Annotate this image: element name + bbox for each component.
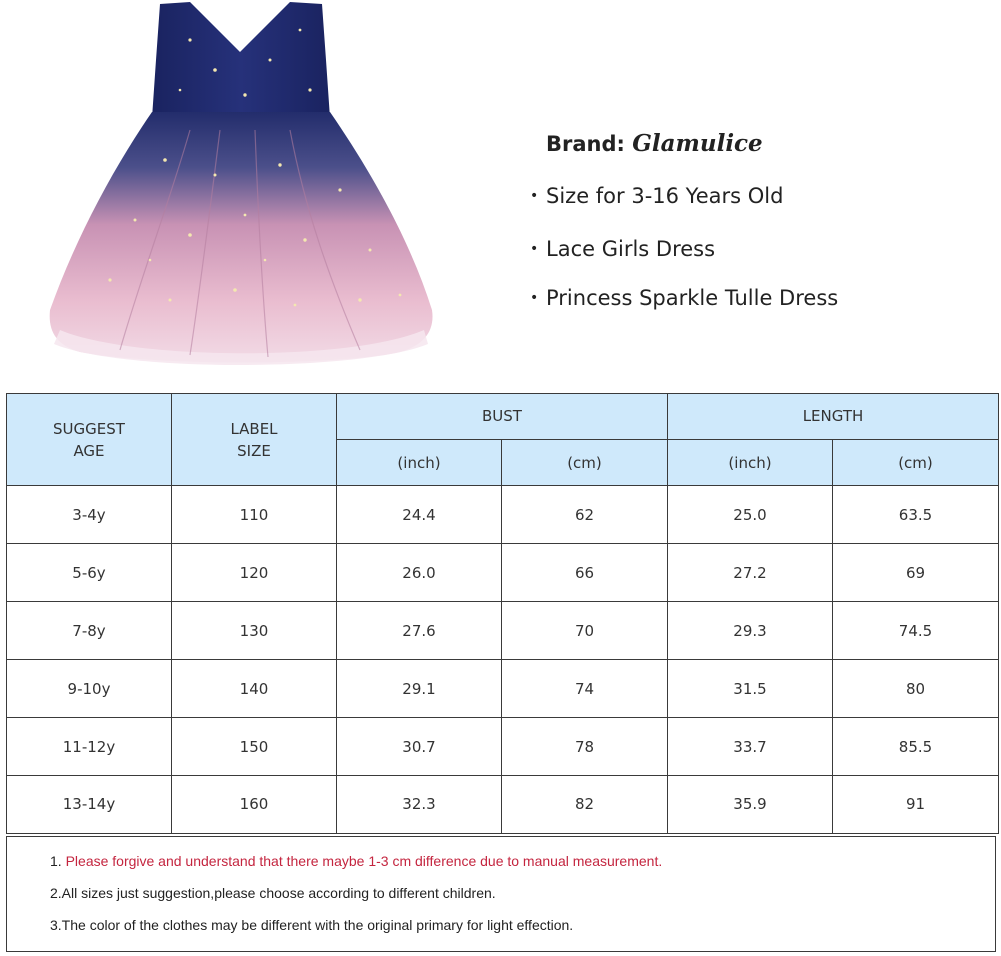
table-row (7, 544, 999, 602)
table-row (7, 718, 999, 776)
note-1 (50, 853, 662, 869)
cell-age: 3-4y (7, 486, 172, 544)
cell-size: 140 (172, 660, 337, 718)
cell-bust-inch: 24.4 (337, 486, 502, 544)
bullet-dot-icon: • (530, 241, 539, 257)
cell-length-inch: 33.7 (668, 718, 833, 776)
cell-size: 160 (172, 775, 337, 833)
table-row (7, 660, 999, 718)
notes-box (6, 836, 996, 952)
cell-age: 5-6y (7, 544, 172, 602)
bullet-dot-icon: • (530, 188, 539, 204)
cell-size: 130 (172, 602, 337, 660)
cell-bust-cm: 66 (502, 544, 668, 602)
cell-length-cm: 63.5 (833, 486, 999, 544)
table-row (7, 602, 999, 660)
cell-length-cm: 91 (833, 775, 999, 833)
bullet-item (530, 237, 715, 261)
cell-size: 150 (172, 718, 337, 776)
bullet-text: Princess Sparkle Tulle Dress (546, 286, 839, 310)
header-bust-inch: (inch) (337, 439, 502, 486)
header-label-line1: LABEL (230, 419, 278, 438)
table-row (7, 486, 999, 544)
header-bust: BUST (337, 394, 668, 440)
cell-length-inch: 27.2 (668, 544, 833, 602)
cell-bust-cm: 82 (502, 775, 668, 833)
bullet-item (530, 286, 838, 310)
cell-bust-cm: 78 (502, 718, 668, 776)
cell-length-inch: 35.9 (668, 775, 833, 833)
cell-length-inch: 25.0 (668, 486, 833, 544)
cell-bust-inch: 29.1 (337, 660, 502, 718)
cell-bust-cm: 70 (502, 602, 668, 660)
cell-size: 110 (172, 486, 337, 544)
size-chart-table (6, 393, 999, 834)
cell-age: 9-10y (7, 660, 172, 718)
cell-bust-inch: 32.3 (337, 775, 502, 833)
cell-length-inch: 31.5 (668, 660, 833, 718)
table-header-row (7, 394, 999, 440)
cell-age: 7-8y (7, 602, 172, 660)
brand-line (546, 130, 763, 157)
header-age-line1: SUGGEST (53, 419, 125, 438)
cell-bust-cm: 74 (502, 660, 668, 718)
brand-name: Glamulice (632, 130, 763, 157)
note-1-number: 1. (50, 853, 66, 869)
header-bust-cm: (cm) (502, 439, 668, 486)
cell-length-cm: 80 (833, 660, 999, 718)
dress-product-image (40, 0, 440, 372)
header-length-cm: (cm) (833, 439, 999, 486)
header-length-inch: (inch) (668, 439, 833, 486)
table-row (7, 775, 999, 833)
brand-label: Brand: (546, 132, 625, 156)
bullet-text: Lace Girls Dress (546, 237, 716, 261)
bullet-dot-icon: • (530, 290, 539, 306)
note-3: 3.The color of the clothes may be different with the original primary for light effection. (50, 917, 574, 933)
header-age-line2: AGE (73, 441, 105, 460)
cell-bust-cm: 62 (502, 486, 668, 544)
cell-length-inch: 29.3 (668, 602, 833, 660)
cell-age: 13-14y (7, 775, 172, 833)
cell-size: 120 (172, 544, 337, 602)
cell-age: 11-12y (7, 718, 172, 776)
cell-length-cm: 74.5 (833, 602, 999, 660)
cell-bust-inch: 26.0 (337, 544, 502, 602)
cell-bust-inch: 30.7 (337, 718, 502, 776)
cell-bust-inch: 27.6 (337, 602, 502, 660)
note-2: 2.All sizes just suggestion,please choose according to different children. (50, 885, 496, 901)
header-suggest-age (7, 394, 172, 486)
note-1-text: Please forgive and understand that there maybe 1-3 cm difference due to manual measurement. (65, 853, 663, 869)
cell-length-cm: 69 (833, 544, 999, 602)
header-label-line2: SIZE (237, 441, 271, 460)
cell-length-cm: 85.5 (833, 718, 999, 776)
header-length: LENGTH (668, 394, 999, 440)
bullet-text: Size for 3-16 Years Old (546, 184, 784, 208)
header-label-size (172, 394, 337, 486)
bullet-item (530, 184, 783, 208)
